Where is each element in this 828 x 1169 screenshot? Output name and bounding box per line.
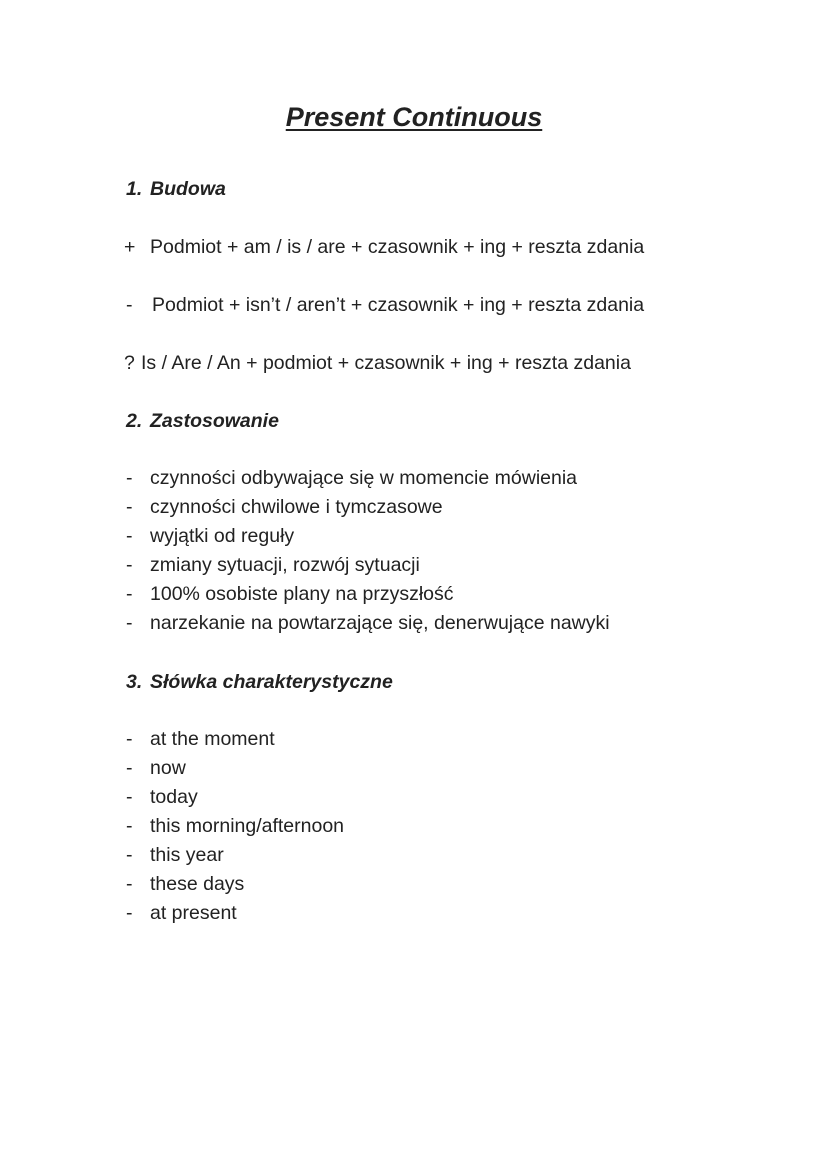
- bullet-dash: -: [126, 496, 133, 518]
- bullet-dash: -: [126, 757, 133, 779]
- bullet-dash: -: [126, 728, 133, 750]
- section-number: 3.: [126, 671, 143, 693]
- section-title: Budowa: [150, 178, 226, 200]
- section-number: 1.: [126, 178, 143, 200]
- section-heading-zastosowanie: [126, 409, 279, 433]
- formula-symbol: ?: [124, 352, 135, 374]
- bullet-dash: -: [126, 525, 133, 547]
- bullet-dash: -: [126, 467, 133, 489]
- formula-text: Podmiot + am / is / are + czasownik + ing + reszta zdania: [150, 236, 645, 258]
- bullet-dash: -: [126, 873, 133, 895]
- list-item-text: 100% osobiste plany na przyszłość: [150, 583, 454, 605]
- bullet-dash: -: [126, 844, 133, 866]
- list-item-text: narzekanie na powtarzające się, denerwujące nawyki: [150, 612, 610, 634]
- list-item-text: czynności chwilowe i tymczasowe: [150, 496, 443, 518]
- bullet-dash: -: [126, 786, 133, 808]
- section-title: Zastosowanie: [150, 410, 279, 432]
- formula-symbol: +: [124, 236, 136, 258]
- list-item-text: this morning/afternoon: [150, 815, 345, 837]
- list-item-text: now: [150, 757, 186, 779]
- list-item-text: today: [150, 786, 198, 808]
- list-item-text: czynności odbywające się w momencie mówienia: [150, 467, 578, 489]
- bullet-dash: -: [126, 612, 133, 634]
- formula-symbol: -: [126, 294, 133, 316]
- section-number: 2.: [126, 410, 143, 432]
- section-title: Słówka charakterystyczne: [150, 671, 393, 693]
- list-item-text: at the moment: [150, 728, 275, 750]
- list-item-text: wyjątki od reguły: [150, 525, 295, 547]
- section-heading-slowka: [126, 670, 393, 694]
- bullet-dash: -: [126, 902, 133, 924]
- list-item-text: zmiany sytuacji, rozwój sytuacji: [150, 554, 420, 576]
- list-item-text: these days: [150, 873, 245, 895]
- section-heading-budowa: [126, 177, 226, 201]
- formula-text: Is / Are / An + podmiot + czasownik + ing + reszta zdania: [141, 352, 631, 374]
- page-title: Present Continuous: [285, 102, 543, 132]
- bullet-dash: -: [126, 583, 133, 605]
- bullet-dash: -: [126, 815, 133, 837]
- list-item-text: this year: [150, 844, 224, 866]
- bullet-dash: -: [126, 554, 133, 576]
- formula-text: Podmiot + isn’t / aren’t + czasownik + ing + reszta zdania: [152, 294, 645, 316]
- list-item-text: at present: [150, 902, 237, 924]
